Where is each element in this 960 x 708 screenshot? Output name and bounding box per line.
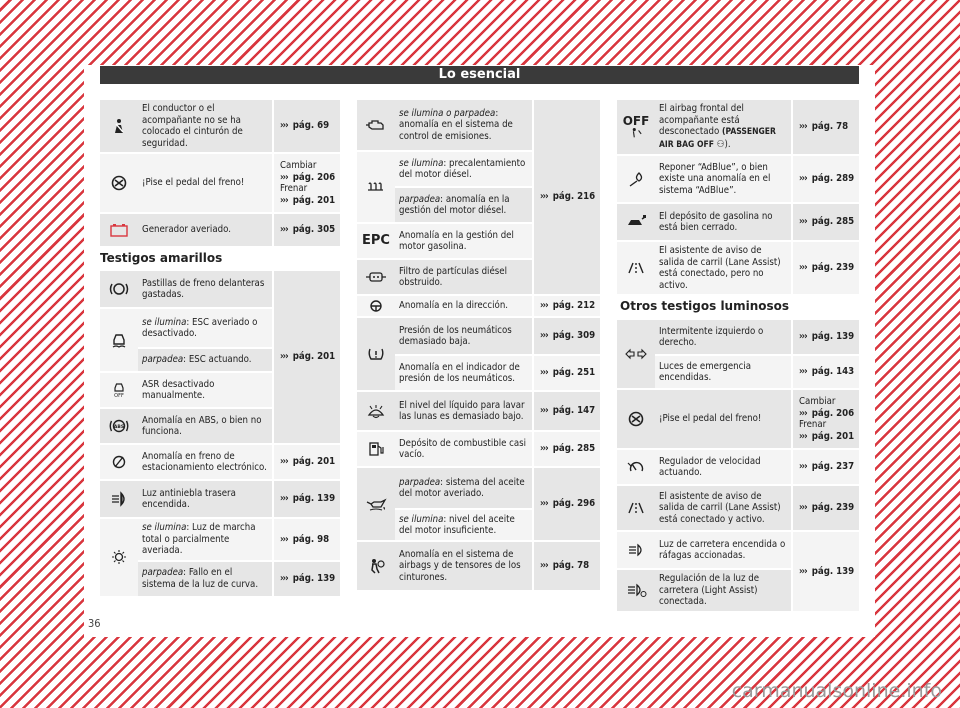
page-ref[interactable]: ››› pág. 239	[791, 240, 859, 294]
page-ref[interactable]: ››› pág. 201	[272, 443, 340, 479]
oil-icon	[357, 466, 395, 540]
page-ref[interactable]: ››› pág. 139	[791, 320, 859, 354]
column-2	[357, 100, 600, 590]
steering-icon	[357, 294, 395, 316]
table-row	[100, 479, 340, 517]
esc-off-icon	[100, 371, 138, 407]
row-text: Anomalía en la gestión del motor gasolina.	[395, 222, 532, 258]
page-ref[interactable]: ››› pág. 305	[272, 212, 340, 246]
page-ref[interactable]: ››› pág. 139	[791, 530, 859, 611]
row-text: El asistente de aviso de salida de carril (Lane Assist) está conectado, pero no activo.	[655, 240, 791, 294]
page-ref[interactable]: ››› pág. 147	[532, 390, 600, 430]
high-beam-icon	[617, 530, 655, 568]
page-ref[interactable]: ››› pág. 239	[791, 484, 859, 530]
other-lights-table	[617, 320, 859, 611]
row-text: ¡Pise el pedal del freno!	[655, 388, 791, 448]
table-row	[357, 390, 600, 430]
brake-pedal-icon	[100, 152, 138, 212]
page-ref[interactable]: ››› pág. 285	[791, 202, 859, 240]
brake-pads-icon	[100, 271, 138, 307]
row-text: Luces de emergencia encendidas.	[655, 354, 791, 388]
parking-brake-icon	[100, 443, 138, 479]
column-1	[100, 100, 340, 246]
dpf-icon	[357, 258, 395, 294]
row-text: El nivel del líquido para lavar las lunas es demasiado bajo.	[395, 390, 532, 430]
column-1-yellow	[100, 271, 340, 596]
row-text: Anomalía en freno de estacionamiento electrónico.	[138, 443, 272, 479]
washer-fluid-icon	[357, 390, 395, 430]
table-row	[357, 100, 600, 150]
epc-icon: EPC	[357, 222, 395, 258]
row-text: Luz de carretera encendida o ráfagas accionadas.	[655, 530, 791, 568]
row-text: El airbag frontal del acompañante está desconectado (PASSENGER AIR BAG OFF ⚇).	[655, 100, 791, 154]
section-title-other: Otros testigos luminosos	[620, 299, 790, 313]
row-text: se ilumina o parpadea: anomalía en el sistema de control de emisiones.	[395, 100, 532, 150]
battery-icon	[100, 212, 138, 246]
turn-signal-icon	[617, 320, 655, 388]
table-row	[617, 530, 859, 568]
page-ref[interactable]: ››› pág. 237	[791, 448, 859, 484]
svg-text:ABS: ABS	[113, 425, 125, 430]
red-lights-table	[100, 100, 340, 246]
table-row	[100, 100, 340, 152]
page-ref[interactable]: ››› pág. 78	[791, 100, 859, 154]
row-text: Reponer “AdBlue”, o bien existe una anomalía en el sistema “AdBlue”.	[655, 154, 791, 202]
airbag-off-icon: OFF	[617, 100, 655, 154]
table-row	[357, 294, 600, 316]
table-row	[617, 240, 859, 294]
adblue-icon	[617, 154, 655, 202]
engine-icon	[357, 100, 395, 150]
table-row	[617, 202, 859, 240]
watermark: carmanualsonline.info	[731, 680, 942, 702]
row-text: Generador averiado.	[138, 212, 272, 246]
page-ref[interactable]: ››› pág. 139	[272, 479, 340, 517]
table-row	[357, 316, 600, 354]
page-header: Lo esencial	[100, 66, 859, 84]
row-text: Presión de los neumáticos demasiado baja.	[395, 316, 532, 354]
page-ref[interactable]: ››› pág. 139	[272, 560, 340, 596]
page-ref[interactable]: ››› pág. 143	[791, 354, 859, 388]
table-row	[617, 154, 859, 202]
fuel-cap-icon	[617, 202, 655, 240]
table-row	[617, 448, 859, 484]
row-text: ¡Pise el pedal del freno!	[138, 152, 272, 212]
section-title-yellow: Testigos amarillos	[100, 251, 223, 265]
abs-icon	[100, 407, 138, 443]
row-text: Pastillas de freno delanteras gastadas.	[138, 271, 272, 307]
row-text: ASR desactivado manualmente.	[138, 371, 272, 407]
col3-top-table	[617, 100, 859, 294]
row-text: parpadea: sistema del aceite del motor averiado.	[395, 466, 532, 508]
table-row	[357, 540, 600, 590]
yellow-lights-table	[100, 271, 340, 596]
table-row	[100, 212, 340, 246]
page-ref[interactable]: ››› pág. 212	[532, 294, 600, 316]
brake-pedal-icon	[617, 388, 655, 448]
row-text: Anomalía en la dirección.	[395, 294, 532, 316]
table-row	[357, 430, 600, 466]
column-3-other	[617, 320, 859, 611]
glow-plug-icon	[357, 150, 395, 222]
page-ref-multi[interactable]: Cambiar ››› pág. 206 Frenar ››› pág. 201	[272, 152, 340, 212]
esc-icon	[100, 307, 138, 371]
row-text: se ilumina: precalentamiento del motor diésel.	[395, 150, 532, 186]
page-ref[interactable]: ››› pág. 289	[791, 154, 859, 202]
page-ref[interactable]: ››› pág. 285	[532, 430, 600, 466]
row-text: se ilumina: nivel del aceite del motor insuficiente.	[395, 508, 532, 540]
row-text: El asistente de aviso de salida de carril (Lane Assist) está conectado y activo.	[655, 484, 791, 530]
row-text: El conductor o el acompañante no se ha colocado el cinturón de seguridad.	[138, 100, 272, 152]
page-ref[interactable]: ››› pág. 309	[532, 316, 600, 354]
table-row	[617, 320, 859, 354]
row-text: parpadea: ESC actuando.	[138, 347, 272, 371]
lane-assist-icon	[617, 484, 655, 530]
airbag-icon	[357, 540, 395, 590]
page-ref-multi[interactable]: Cambiar ››› pág. 206 Frenar ››› pág. 201	[791, 388, 859, 448]
table-row	[100, 443, 340, 479]
table-row	[100, 517, 340, 560]
row-text: Anomalía en el sistema de airbags y de tensores de los cinturones.	[395, 540, 532, 590]
table-row	[617, 100, 859, 154]
row-text: Regulador de velocidad actuando.	[655, 448, 791, 484]
engine-lights-table	[357, 100, 600, 590]
row-text: El depósito de gasolina no está bien cerrado.	[655, 202, 791, 240]
table-row	[100, 271, 340, 307]
page-ref[interactable]: ››› pág. 98	[272, 517, 340, 560]
page-ref[interactable]: ››› pág. 78	[532, 540, 600, 590]
airbag-small-icon: ⚇	[716, 138, 725, 150]
light-assist-icon	[617, 568, 655, 611]
page-ref[interactable]: ››› pág. 216	[532, 100, 600, 294]
table-row	[617, 484, 859, 530]
lane-assist-icon	[617, 240, 655, 294]
row-text: Anomalía en ABS, o bien no funciona.	[138, 407, 272, 443]
row-text: Depósito de combustible casi vacío.	[395, 430, 532, 466]
row-text: Luz antiniebla trasera encendida.	[138, 479, 272, 517]
page-ref[interactable]: ››› pág. 251	[532, 354, 600, 390]
page-ref[interactable]: ››› pág. 69	[272, 100, 340, 152]
tyre-pressure-icon	[357, 316, 395, 390]
bulb-icon	[100, 517, 138, 596]
row-text: se ilumina: ESC averiado o desactivado.	[138, 307, 272, 347]
table-row	[617, 388, 859, 448]
row-text: Anomalía en el indicador de presión de los neumáticos.	[395, 354, 532, 390]
page-ref[interactable]: ››› pág. 296	[532, 466, 600, 540]
rear-fog-icon	[100, 479, 138, 517]
seatbelt-icon	[100, 100, 138, 152]
row-text: parpadea: Fallo en el sistema de la luz de curva.	[138, 560, 272, 596]
table-row	[100, 152, 340, 212]
row-text: se ilumina: Luz de marcha total o parcialmente averiada.	[138, 517, 272, 560]
page-number: 36	[88, 617, 101, 630]
row-text: Filtro de partículas diésel obstruido.	[395, 258, 532, 294]
page-ref[interactable]: ››› pág. 201	[272, 271, 340, 443]
row-text: Intermitente izquierdo o derecho.	[655, 320, 791, 354]
row-text: Regulación de la luz de carretera (Light Assist) conectada.	[655, 568, 791, 611]
table-row	[357, 466, 600, 508]
column-3	[617, 100, 859, 294]
cruise-control-icon	[617, 448, 655, 484]
row-text: parpadea: anomalía en la gestión del motor diésel.	[395, 186, 532, 222]
fuel-icon	[357, 430, 395, 466]
svg-text:OFF: OFF	[114, 393, 124, 398]
